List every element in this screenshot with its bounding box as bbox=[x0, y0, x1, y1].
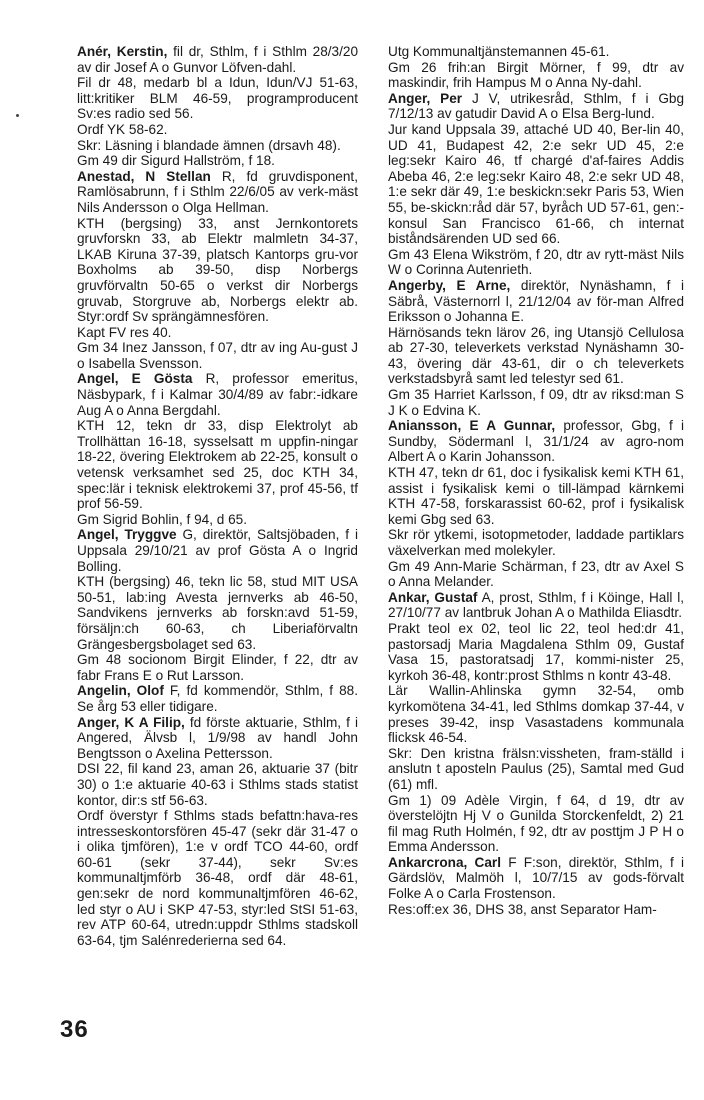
biography-paragraph bbox=[388, 902, 684, 918]
biography-entry-heading bbox=[388, 91, 684, 122]
entry-text: Ordf överstyr f Sthlms stads befattn:hava-res intresseskontorsfören 45-47 (sekr där 31-47 o i olika tjmfören), 1:e v ordf TCO 44-60, ordf 60-61 (sekr 37-44), sekr Sv:es kommunaltjmförb 36-48, ordf där 48-61, gen:sekr de nord kommunaltjmfören 46-62, led styr o AU i SKP 47-53, styr:led StSI 51-63, rev ATP 60-64, utredn:uppdr Sthlms stadskoll 63-64, tjm Salénrederierna sed 64. bbox=[77, 808, 358, 948]
entry-text: professor, Gbg, f i Sundby, Södermanl l, 31/1/24 av agro-nom Albert A o Karin Johansson. bbox=[388, 418, 684, 465]
entry-text: Gm 35 Harriet Karlsson, f 09, dtr av riksd:man S J K o Edvina K. bbox=[388, 387, 684, 418]
biography-paragraph bbox=[388, 621, 684, 683]
entry-name: Anestad, N Stellan bbox=[77, 168, 211, 184]
left-column bbox=[77, 44, 358, 948]
entry-text: F F:son, direktör, Sthlm, f i Gärdslöv, Malmöh l, 10/7/15 av gods-förvalt Folke A o Carla Frostenson. bbox=[388, 854, 685, 902]
biography-paragraph bbox=[388, 60, 684, 91]
entry-text: Ordf YK 58-62. bbox=[77, 121, 168, 137]
biography-paragraph bbox=[77, 153, 358, 169]
biography-paragraph bbox=[77, 652, 358, 683]
biography-entry-heading bbox=[388, 278, 684, 325]
biography-entry-heading bbox=[388, 855, 684, 902]
biography-paragraph bbox=[388, 247, 684, 278]
biography-paragraph bbox=[388, 465, 684, 527]
entry-text: Gm 49 Ann-Marie Schärman, f 23, dtr av Axel S o Anna Melander. bbox=[388, 558, 684, 590]
entry-text: KTH 12, tekn dr 33, disp Elektrolyt ab Trollhättan 16-18, sysselsatt m uppfin-ningar 18-22, övering Elektrokem ab 22-25, konsult o vetensk verksamhet sed 25, doc KTH 34, spec:lär i teknisk elektrokemi 37, prof 45-56, tf prof 56-59. bbox=[77, 418, 358, 512]
biography-paragraph bbox=[77, 418, 358, 512]
entry-text: Gm 48 socionom Birgit Elinder, f 22, dtr av fabr Frans E o Rut Larsson. bbox=[77, 652, 358, 683]
biography-paragraph bbox=[77, 325, 358, 341]
entry-text: KTH (bergsing) 33, anst Jernkontorets gruvforskn 33, ab Elektr malmletn 34-37, LKAB Kiruna 37-39, platsch Kantorps gru-vor Boxholms ab 39-50, disp Norbergs gruvförvaltn 50-65 o verkst dir Norbergs gruvab, Storgruve ab, Norbergs elektr ab. Styr:ordf Sv sprängämnesfören. bbox=[77, 215, 358, 325]
entry-text: fil dr, Sthlm, f i Sthlm 28/3/20 av dir Josef A o Gunvor Löfven-dahl. bbox=[77, 44, 359, 75]
entry-name: Angel, Tryggve bbox=[77, 527, 177, 543]
entry-text: Res:off:ex 36, DHS 38, anst Separator Ham- bbox=[388, 901, 657, 917]
biography-paragraph bbox=[388, 122, 684, 247]
biography-paragraph bbox=[77, 808, 358, 948]
entry-text: Kapt FV res 40. bbox=[77, 324, 172, 340]
biography-paragraph bbox=[388, 746, 684, 793]
entry-text: Prakt teol ex 02, teol lic 22, teol hed:dr 41, pastorsadj Maria Magdalena Sthlm 09, Gustaf Vasa 15, pastoratsadj 17, kommi-nister 25, kyrkoh 36-48, kontr:prost Sthlms n kontr 43-48. bbox=[388, 620, 684, 683]
entry-text: R, fd gruvdisponent, Ramlösabrunn, f i Sthlm 22/6/05 av verk-mäst Nils Andersson o Olga Hellman. bbox=[77, 168, 358, 215]
biography-entry-heading bbox=[77, 683, 358, 714]
biography-paragraph bbox=[388, 325, 684, 387]
entry-text: direktör, Nynäshamn, f i Säbrå, Västernorrl l, 21/12/04 av för-man Alfred Eriksson o Johanna E. bbox=[388, 277, 685, 325]
entry-text: KTH 47, tekn dr 61, doc i fysikalisk kemi KTH 61, assist i fysikalisk kemi o till-lämpad kärnkemi KTH 47-58, forskarassist 60-62, prof i fysikalisk kemi Gbg sed 63. bbox=[388, 465, 684, 527]
entry-text: Skr rör ytkemi, isotopmetoder, laddade partiklars växelverkan med molekyler. bbox=[388, 527, 684, 558]
entry-text: F, fd kommendör, Sthlm, f 88. Se årg 53 eller tidigare. bbox=[77, 683, 358, 714]
biography-paragraph bbox=[77, 340, 358, 371]
biography-entry-heading bbox=[388, 418, 684, 465]
entry-text: J V, utrikesråd, Sthlm, f i Gbg 7/12/13 av gatudir David A o Elsa Berg-lund. bbox=[388, 90, 685, 122]
biography-entry-heading bbox=[77, 715, 358, 762]
entry-name: Aniansson, E A Gunnar, bbox=[388, 418, 556, 434]
entry-text: Härnösands tekn lärov 26, ing Utansjö Cellulosa ab 27-30, televerkets verkstad Nynäshamn 30-43, övering där 43-61, dir o ch televerkets verkstadsbyrå samt led telestyr sed 61. bbox=[388, 324, 684, 387]
margin-mark bbox=[16, 114, 19, 117]
biography-paragraph bbox=[77, 138, 358, 154]
entry-text: A, prost, Sthlm, f i Köinge, Hall l, 27/10/77 av lantbruk Johan A o Mathilda Eliasdtr. bbox=[388, 589, 685, 621]
biography-paragraph bbox=[77, 512, 358, 528]
entry-name: Anger, Per bbox=[388, 90, 463, 106]
entry-text: Fil dr 48, medarb bl a Idun, Idun/VJ 51-63, litt:kritiker BLM 46-59, programproducent Sv:es radio sed 56. bbox=[77, 75, 358, 122]
entry-text: Lär Wallin-Ahlinska gymn 32-54, omb kyrkomötena 34-41, led Sthlms domkap 37-44, v preses 39-42, insp Vasastadens kommunala flicksk 46-54. bbox=[388, 683, 684, 746]
biography-entry-heading bbox=[388, 590, 684, 621]
entry-name: Anér, Kerstin, bbox=[77, 44, 168, 59]
biography-entry-heading bbox=[77, 44, 358, 75]
biography-entry-heading bbox=[77, 169, 358, 216]
entry-text: G, direktör, Saltsjöbaden, f i Uppsala 29/10/21 av prof Gösta A o Ingrid Bolling. bbox=[77, 527, 358, 574]
entry-text: Gm 1) 09 Adèle Virgin, f 64, d 19, dtr av överstelöjtn Hj V o Gunilda Storckenfeldt, 2) 21 fil mag Ruth Holmén, f 92, dtr av posttjm J P H o Emma Andersson. bbox=[388, 792, 684, 855]
entry-text: Skr: Den kristna frälsn:vissheten, fram-ställd i anslutn t aposteln Paulus (25), Samtal med Gud (61) mfl. bbox=[388, 745, 684, 792]
entry-name: Anger, K A Filip, bbox=[77, 714, 185, 730]
page-number: 36 bbox=[60, 1016, 89, 1043]
entry-name: Angel, E Gösta bbox=[77, 371, 193, 387]
entry-name: Ankar, Gustaf bbox=[388, 589, 478, 605]
biography-paragraph bbox=[388, 527, 684, 558]
biography-paragraph bbox=[388, 683, 684, 745]
biography-paragraph bbox=[77, 75, 358, 122]
biography-paragraph bbox=[77, 574, 358, 652]
biography-entry-heading bbox=[77, 527, 358, 574]
biography-paragraph bbox=[77, 761, 358, 808]
right-column bbox=[388, 44, 684, 917]
entry-name: Angelin, Olof bbox=[77, 683, 164, 699]
entry-text: DSI 22, fil kand 23, aman 26, aktuarie 37 (bitr 30) o 1:e aktuarie 40-63 i Sthlms stads statist kontor, dir:s stf 56-63. bbox=[77, 761, 358, 808]
entry-text: Gm 26 frih:an Birgit Mörner, f 99, dtr av maskindir, frih Hampus M o Anna Ny-dahl. bbox=[388, 59, 684, 91]
biography-paragraph bbox=[388, 44, 684, 60]
entry-text: Gm 43 Elena Wikström, f 20, dtr av rytt-mäst Nils W o Corinna Autenrieth. bbox=[388, 246, 684, 278]
biography-paragraph bbox=[77, 122, 358, 138]
biography-paragraph bbox=[388, 387, 684, 418]
entry-text: Skr: Läsning i blandade ämnen (drsavh 48). bbox=[77, 137, 341, 153]
entry-text: Gm 34 Inez Jansson, f 07, dtr av ing Au-gust J o Isabella Svensson. bbox=[77, 340, 358, 371]
biography-paragraph bbox=[388, 559, 684, 590]
entry-text: Utg Kommunaltjänstemannen 45-61. bbox=[388, 44, 610, 59]
entry-name: Ankarcrona, Carl bbox=[388, 854, 501, 870]
entry-text: fd förste aktuarie, Sthlm, f i Angered, Älvsb l, 1/9/98 av handl John Bengtsson o Axelina Pettersson. bbox=[77, 714, 358, 761]
biography-paragraph bbox=[77, 216, 358, 325]
entry-text: Gm 49 dir Sigurd Hallström, f 18. bbox=[77, 153, 275, 169]
entry-text: R, professor emeritus, Näsbypark, f i Kalmar 30/4/89 av fabr:-idkare Aug A o Anna Bergdahl. bbox=[77, 371, 359, 418]
biography-paragraph bbox=[388, 793, 684, 855]
entry-text: Jur kand Uppsala 39, attaché UD 40, Ber-lin 40, UD 41, Budapest 42, 2:e sekr UD 45, 2:e leg:sekr Kairo 46, tf chargé d'af-faires Addis Abeba 46, 2:e leg:sekr Kairo 48, 2:e sekr UD 48, 1:e sekr där 49, 1:e beskickn:sekr Paris 53, Wien 55, be-skickn:råd där 57, byråch UD 57-61, gen:-konsul San Francisco 61-66, ch internat biståndsärenden UD sed 66. bbox=[388, 121, 684, 247]
entry-text: Gm Sigrid Bohlin, f 94, d 65. bbox=[77, 511, 248, 527]
biography-entry-heading bbox=[77, 371, 358, 418]
entry-text: KTH (bergsing) 46, tekn lic 58, stud MIT USA 50-51, lab:ing Avesta jernverks ab 46-50, Sandvikens jernverks ab forskn:avd 51-59, försäljn:ch 60-63, ch Liberiaförvaltn Grängesbergsbolaget sed 63. bbox=[77, 574, 358, 652]
entry-name: Angerby, E Arne, bbox=[388, 277, 511, 293]
